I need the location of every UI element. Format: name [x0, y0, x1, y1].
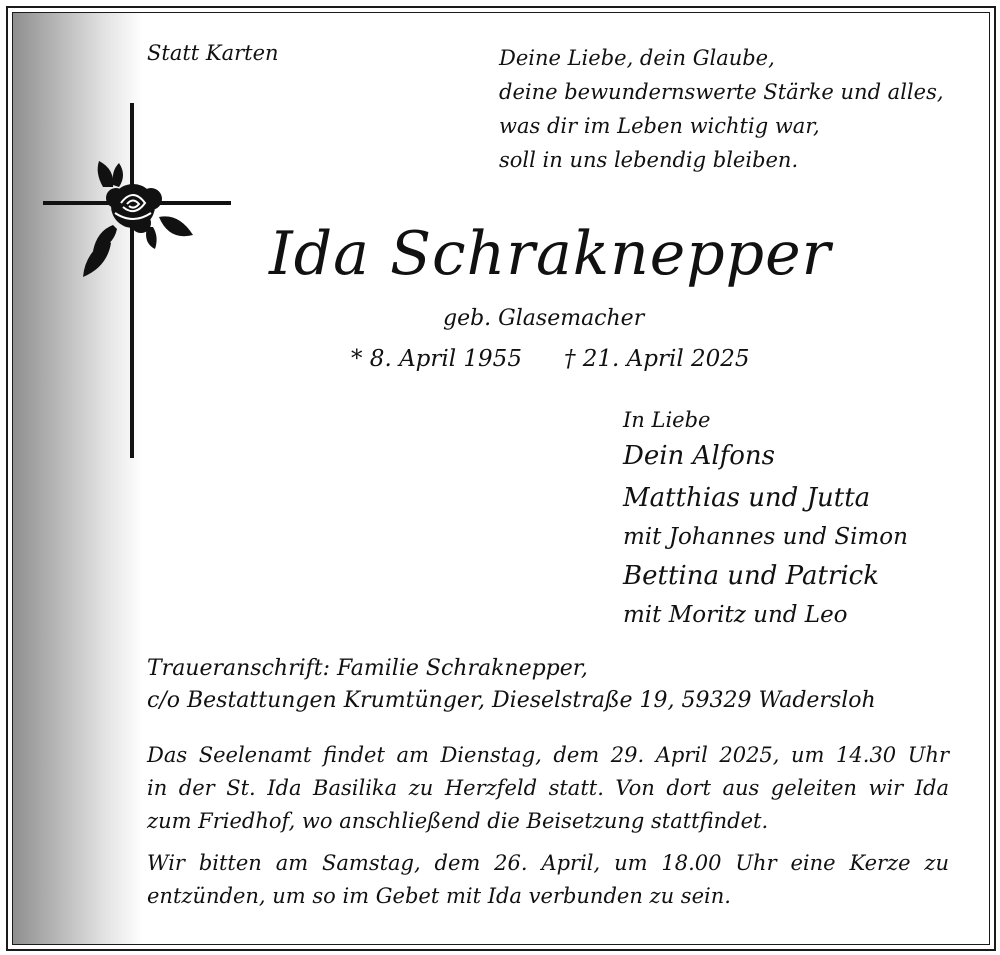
mourner-main: Dein Alfons: [623, 441, 776, 471]
mourner-main: Matthias und Jutta: [623, 483, 871, 513]
life-dates: [351, 346, 750, 372]
mourner-sub: mit Moritz und Leo: [623, 602, 848, 628]
birth-date: * 8. April 1955: [351, 346, 522, 372]
quote-line: deine bewundernswerte Stärke und alles,: [499, 80, 944, 104]
mourners-intro: In Liebe: [623, 408, 711, 432]
memorial-quote: [499, 41, 944, 177]
paragraph-line: in der St. Ida Basilika zu Herzfeld statt. Von dort aus geleiten wir Ida: [147, 776, 949, 800]
candle-paragraph: [147, 847, 949, 913]
mourning-address: [147, 653, 876, 717]
paragraph-line: Das Seelenamt findet am Dienstag, dem 29. April 2025, um 14.30 Uhr: [147, 743, 949, 767]
paragraph-line: zum Friedhof, wo anschließend die Beisetzung stattfindet.: [147, 809, 769, 833]
quote-line: soll in uns lebendig bleiben.: [499, 148, 799, 172]
statt-karten-label: Statt Karten: [147, 41, 279, 65]
quote-line: Deine Liebe, dein Glaube,: [499, 46, 775, 70]
address-line: c/o Bestattungen Krumtünger, Dieselstraße 19, 59329 Wadersloh: [147, 688, 876, 713]
service-paragraph: [147, 739, 949, 838]
mourners-list: [623, 405, 908, 633]
paragraph-line: entzünden, um so im Gebet mit Ida verbunden zu sein.: [147, 884, 731, 908]
obituary-notice: [12, 12, 990, 945]
mourner-sub: mit Johannes und Simon: [623, 524, 908, 550]
address-line: Traueranschrift: Familie Schraknepper,: [147, 656, 588, 681]
birth-name: geb. Glasemacher: [443, 306, 645, 331]
quote-line: was dir im Leben wichtig war,: [499, 114, 820, 138]
deceased-name: Ida Schraknepper: [269, 219, 832, 289]
paragraph-line: Wir bitten am Samstag, dem 26. April, um 18.00 Uhr eine Kerze zu: [147, 851, 949, 875]
cross-with-rose-icon: [41, 103, 236, 463]
death-date: † 21. April 2025: [563, 346, 750, 372]
mourner-main: Bettina und Patrick: [623, 561, 879, 591]
